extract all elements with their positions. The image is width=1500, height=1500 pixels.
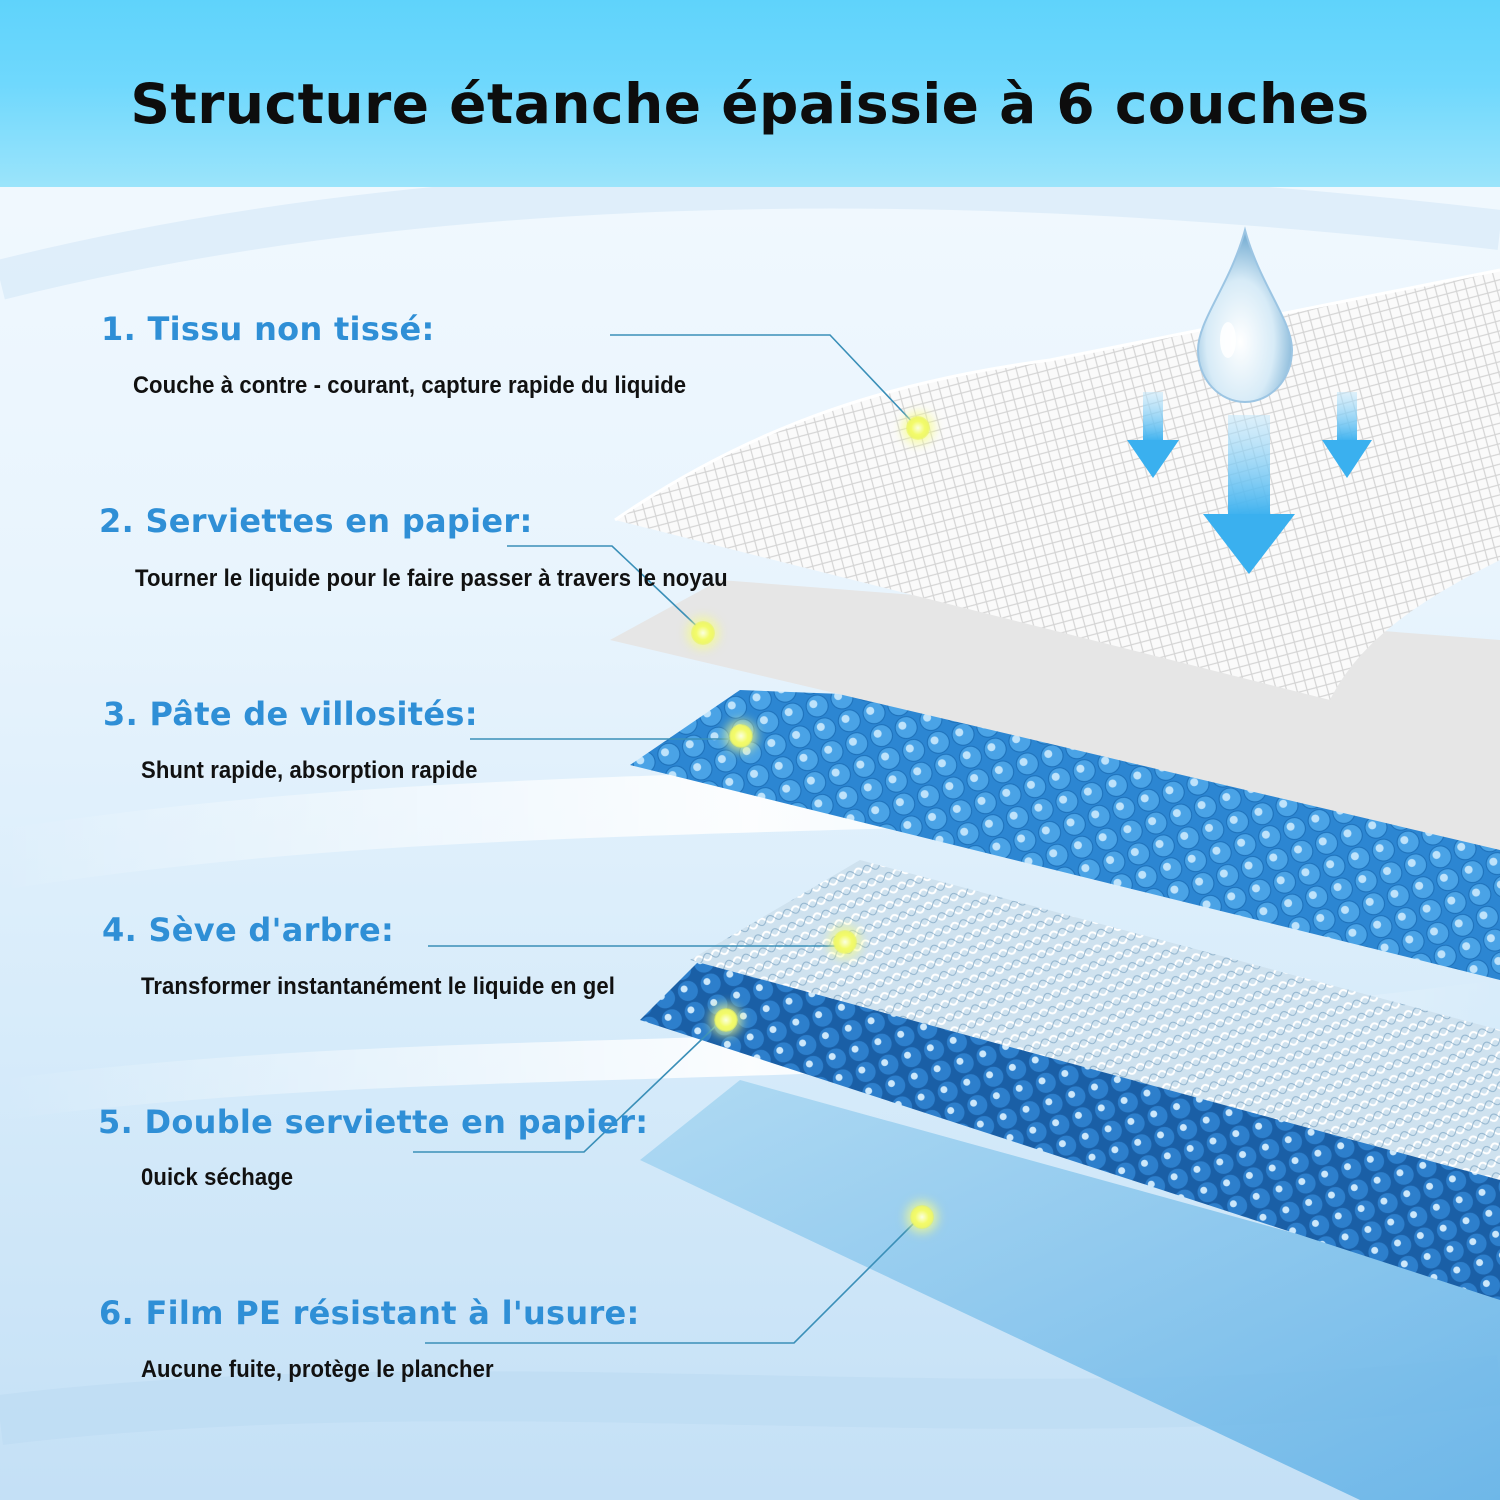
- down-arrow-icon: [1203, 415, 1295, 574]
- pointer-dot-layer-2: [691, 621, 715, 645]
- layer-6-description: Aucune fuite, protège le plancher: [141, 1356, 494, 1383]
- layer-3-label: 3. Pâte de villosités:: [103, 695, 478, 733]
- layer-4-description: Transformer instantanément le liquide en gel: [141, 973, 615, 1000]
- layer-2-label: 2. Serviettes en papier:: [99, 502, 533, 540]
- pointer-dot-layer-6: [910, 1205, 934, 1229]
- layer-1-label: 1. Tissu non tissé:: [101, 310, 435, 348]
- layer-1-description: Couche à contre - courant, capture rapide du liquide: [133, 372, 687, 399]
- down-arrow-icon: [1322, 392, 1372, 478]
- pointer-dot-layer-3: [729, 724, 753, 748]
- down-arrow-icon: [1127, 392, 1179, 478]
- layer-5-description: 0uick séchage: [141, 1164, 294, 1191]
- page-title: Structure étanche épaissie à 6 couches: [130, 72, 1370, 136]
- water-drop-icon: [1198, 230, 1292, 402]
- leader-lines: [413, 335, 920, 1343]
- layer-5-label: 5. Double serviette en papier:: [98, 1103, 649, 1141]
- layer-4-label: 4. Sève d'arbre:: [102, 911, 395, 949]
- pointer-dot-layer-4: [833, 930, 857, 954]
- pointer-dot-layer-5: [714, 1008, 738, 1032]
- layer-2-description: Tourner le liquide pour le faire passer à travers le noyau: [135, 565, 728, 592]
- pointer-dot-layer-1: [906, 416, 930, 440]
- layer-3-description: Shunt rapide, absorption rapide: [141, 757, 478, 784]
- layer-6-label: 6. Film PE résistant à l'usure:: [99, 1294, 640, 1332]
